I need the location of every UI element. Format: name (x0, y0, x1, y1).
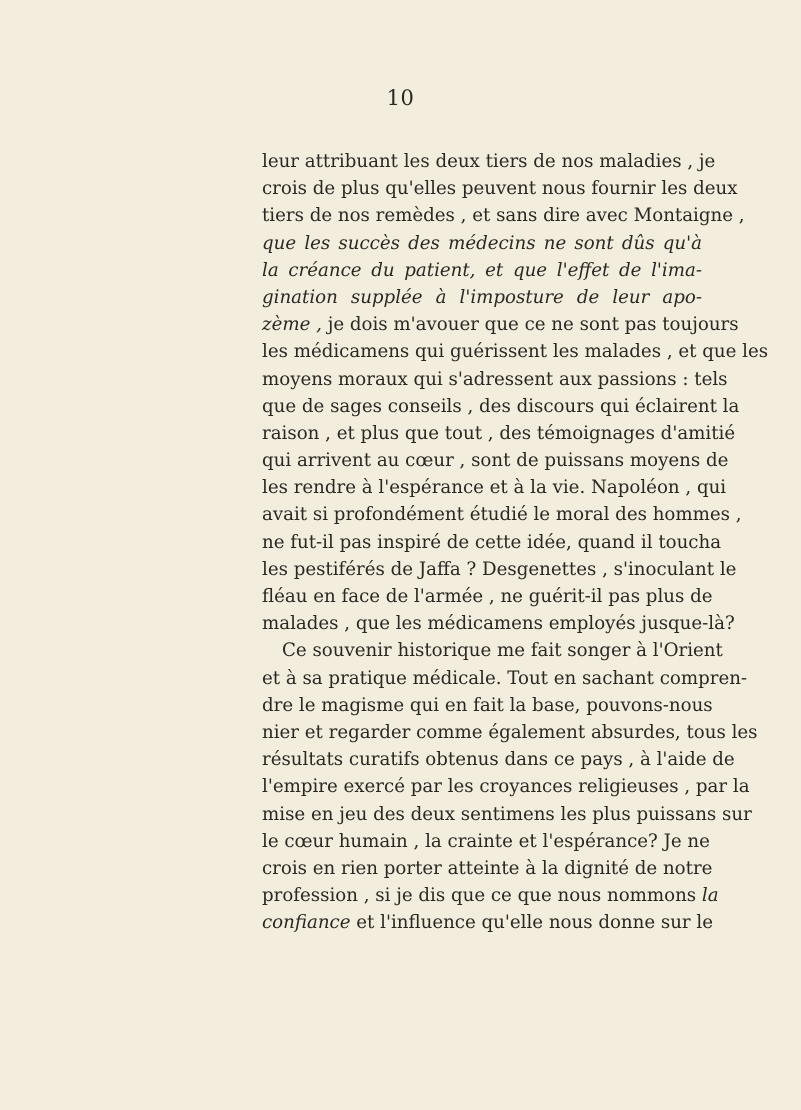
text-line: Ce souvenir historique me fait songer à l'Orient (282, 640, 723, 662)
text-line: les pestiférés de Jaffa ? Desgenettes , s'inoculant le (262, 558, 737, 580)
page-number: 10 (386, 86, 415, 110)
text-line: mise en jeu des deux sentimens les plus puissans sur (262, 803, 752, 825)
body-text (262, 148, 769, 936)
text-line: raison , et plus que tout , des témoignages d'amitié (262, 422, 736, 444)
text-line: moyens moraux qui s'adressent aux passions : tels (262, 368, 728, 390)
text-line: les rendre à l'espérance et à la vie. Napoléon , qui (262, 477, 727, 499)
text-line: la créance du patient, et que l'effet de l'ima- (262, 259, 702, 281)
text-line: profession , si je dis que ce que nous nommons la (262, 885, 719, 907)
text-line: gination supplée à l'imposture de leur apo- (262, 286, 702, 308)
text-line: dre le magisme qui en fait la base, pouvons-nous (262, 694, 713, 716)
text-line: et à sa pratique médicale. Tout en sachant compren- (262, 667, 748, 689)
text-line: les médicamens qui guérissent les malades , et que les (262, 341, 769, 363)
text-line: confiance et l'influence qu'elle nous donne sur le (262, 912, 713, 934)
text-line: malades , que les médicamens employés jusque-là? (262, 613, 735, 635)
text-line: le cœur humain , la crainte et l'espérance? Je ne (262, 830, 710, 852)
text-line: zème , je dois m'avouer que ce ne sont pas toujours (262, 314, 739, 336)
text-line: qui arrivent au cœur , sont de puissans moyens de (262, 450, 729, 472)
text-line: tiers de nos remèdes , et sans dire avec Montaigne , (262, 205, 745, 227)
text-line: crois en rien porter atteinte à la dignité de notre (262, 857, 713, 879)
text-line: ne fut-il pas inspiré de cette idée, quand il toucha (262, 531, 722, 553)
text-line: leur attribuant les deux tiers de nos maladies , je (262, 151, 716, 172)
text-line: crois de plus qu'elles peuvent nous fournir les deux (262, 178, 738, 200)
text-line: fléau en face de l'armée , ne guérit-il pas plus de (262, 586, 713, 607)
text-line: résultats curatifs obtenus dans ce pays , à l'aide de (262, 749, 735, 771)
text-line: l'empire exercé par les croyances religieuses , par la (262, 776, 750, 798)
text-line: que les succès des médecins ne sont dûs qu'à (262, 232, 702, 254)
text-line: avait si profondément étudié le moral des hommes , (262, 504, 742, 526)
text-line: nier et regarder comme également absurdes, tous les (262, 721, 758, 743)
text-line: que de sages conseils , des discours qui éclairent la (262, 395, 740, 417)
